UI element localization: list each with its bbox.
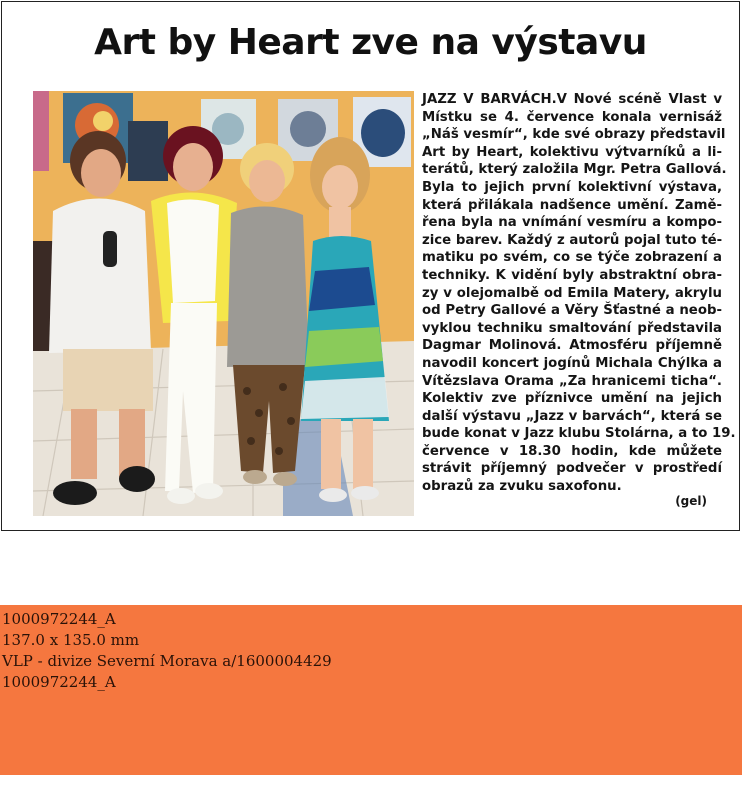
clipping-metadata-panel xyxy=(0,605,742,775)
article-line: terátů, který založila Mgr. Petra Gallová. xyxy=(422,162,727,178)
article-text xyxy=(422,91,736,496)
article-line: která přilákala nadšence umění. Zamě- xyxy=(422,197,722,213)
meta-id: 1000972244_A xyxy=(2,610,116,628)
article-line: obrazů za zvuku saxofonu. xyxy=(422,479,622,495)
article-line: bude konat v Jazz klubu Stolárna, a to 19. xyxy=(422,426,736,442)
article-line: strávit příjemný podvečer v prostředí xyxy=(422,461,722,477)
article-line: Dagmar Molinová. Atmosféru příjemně xyxy=(422,338,722,354)
article-line: vyklou techniku smaltování představila xyxy=(422,320,722,336)
article-line: Art by Heart, kolektivu výtvarníků a li- xyxy=(422,144,722,160)
meta-size: 137.0 x 135.0 mm xyxy=(2,631,140,649)
article-line: července v 18.30 hodin, kde můžete xyxy=(422,443,722,459)
article-line: Vítězslava Orama „Za hranicemi ticha“. xyxy=(422,373,722,389)
article-line: Místku se 4. července konala vernisáž xyxy=(422,109,722,125)
article-line: řena byla na vnímání vesmíru a kompo- xyxy=(422,215,722,231)
article-line: Kolektiv zve příznivce umění na jejich xyxy=(422,391,722,407)
article-line: zice barev. Každý z autorů pojal tuto té- xyxy=(422,232,723,248)
article-line: „Náš vesmír“, kde své obrazy představil xyxy=(422,127,726,143)
article-line: další výstavu „Jazz v barvách“, která se xyxy=(422,408,722,424)
byline: (gel) xyxy=(675,494,707,508)
event-photo xyxy=(33,91,414,516)
headline: Art by Heart zve na výstavu xyxy=(94,22,647,63)
meta-id-repeat: 1000972244_A xyxy=(2,673,116,691)
article-line: Byla to jejich první kolektivní výstava, xyxy=(422,179,722,195)
article-line: techniky. K vidění byly abstraktní obra- xyxy=(422,267,722,283)
article-line: od Petry Gallové a Věry Šťastné a neob- xyxy=(422,303,722,319)
newspaper-clipping xyxy=(1,1,740,531)
meta-source: VLP - divize Severní Morava a/1600004429 xyxy=(2,652,332,670)
article-line: matiku po svém, co se týče zobrazení a xyxy=(422,250,722,266)
article-line: navodil koncert jogínů Michala Chýlka a xyxy=(422,355,722,371)
article-line: JAZZ V BARVÁCH.V Nové scéně Vlast v xyxy=(422,92,722,107)
article-line: zy v olejomalbě od Emila Matery, akrylu xyxy=(422,285,722,301)
